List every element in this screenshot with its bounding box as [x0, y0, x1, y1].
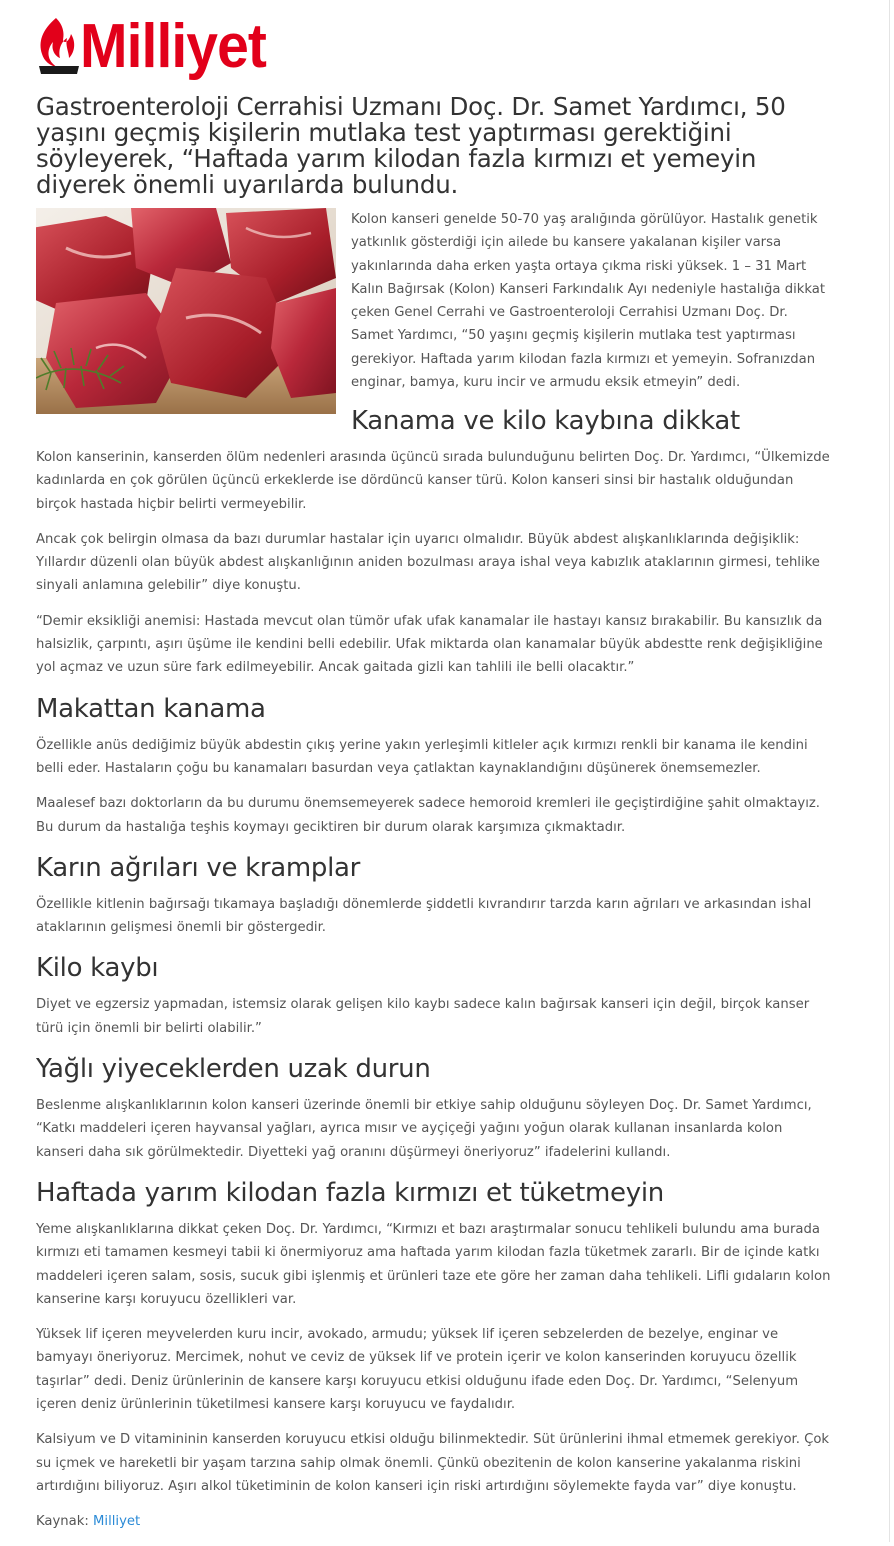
- section-heading: Makattan kanama: [36, 693, 266, 724]
- paragraph: Beslenme alışkanlıklarının kolon kanseri üzerinde önemli bir etkiye sahip olduğunu söyleyen Doç. Dr. Samet Yardımcı, “Katkı maddeleri içeren hayvansal yağları, ayrıca mısır ve ayçiçeği yağını yoğun olarak kullanan insanlarda kolon kanseri daha sık görülmektedir. Diyetteki yağ oranını düşürmeyi öneriyoruz” ifadelerini kullandı.: [36, 1098, 812, 1160]
- section-heading: Karın ağrıları ve kramplar: [36, 852, 361, 883]
- paragraph: Yüksek lif içeren meyvelerden kuru incir, avokado, armudu; yüksek lif içeren sebzelerden de bezelye, enginar ve bamyayı öneriyoruz. Mercimek, nohut ve ceviz de yüksek lif ve protein içerir ve kolon kanserinden koruyucu özellik taşırlar” dedi. Deniz ürünlerinin de kansere karşı koruyucu etkisi olduğunu ifade eden Doç. Dr. Yardımcı, “Selenyum içeren deniz ürünlerinin tüketilmesi kansere karşı koruyucu ve faydalıdır.: [36, 1327, 799, 1413]
- source-label: Kaynak:: [36, 1514, 89, 1530]
- paragraph: Kolon kanserinin, kanserden ölüm nedenleri arasında üçüncü sırada bulunduğunu belirten Doç. Dr. Yardımcı, “Ülkemizde kadınlarda en çok görülen üçüncü erkeklerde ise dördüncü kanser türü. Kolon kanseri sinsi bir hastalık olduğundan birçok hastada hiçbir belirti vermeyebilir.: [36, 450, 830, 512]
- section-heading: Kanama ve kilo kaybına dikkat: [351, 406, 740, 436]
- paragraph: Maalesef bazı doktorların da bu durumu önemsemeyerek sadece hemoroid kremleri ile geçiştirdiğine şahit olmaktayız. Bu durum da hastalığa teşhis koymayı geciktiren bir durum olarak karşımıza çıkmaktadır.: [36, 796, 820, 835]
- flame-icon: [36, 16, 80, 82]
- paragraph: “Demir eksikliği anemisi: Hastada mevcut olan tümör ufak ufak kanamalar ile hastayı kansız bırakabilir. Bu kansızlık da halsizlik, çarpıntı, aşırı üşüme ile kendini belli edebilir. Ufak miktarda olan kanamalar büyük abdestte renk değişikliğine yol açmaz ve uzun süre fark edilmeyebilir. Ancak gaitada gizli kan tahlili ile belli olacaktır.”: [36, 613, 823, 676]
- source-line: [36, 1510, 834, 1533]
- source-link[interactable]: Milliyet: [93, 1514, 141, 1530]
- section-heading: Yağlı yiyeceklerden uzak durun: [36, 1054, 431, 1085]
- article-lead: Gastroenteroloji Cerrahisi Uzmanı Doç. Dr. Samet Yardımcı, 50 yaşını geçmiş kişilerin mutlaka test yaptırması gerektiğini söyleyerek, “Haftada yarım kilodan fazla kırmızı et yemeyin diyerek önemli uyarılarda bulundu.: [36, 92, 786, 199]
- paragraph: Özellikle kitlenin bağırsağı tıkamaya başladığı dönemlerde şiddetli kıvrandırır tarzda karın ağrıları ve arkasından ishal ataklarının gelişmesi önemli bir göstergedir.: [36, 896, 812, 936]
- milliyet-logo[interactable]: [36, 14, 336, 86]
- logo-wordmark: Milliyet: [80, 12, 266, 81]
- article-body: [36, 404, 834, 1546]
- section-heading: Kilo kaybı: [36, 953, 159, 984]
- paragraph: Diyet ve egzersiz yapmadan, istemsiz olarak gelişen kilo kaybı sadece kalın bağırsak kanseri için değil, birçok kanser türü için önemli bir belirti olabilir.”: [36, 997, 810, 1036]
- paragraph: Yeme alışkanlıklarına dikkat çeken Doç. Dr. Yardımcı, “Kırmızı et bazı araştırmalar sonucu tehlikeli bulundu ama burada kırmızı eti tamamen kesmeyi tabii ki önermiyoruz ama haftada yarım kilodan fazla tüketmek zararlı. Bir de içinde katkı maddeleri içeren salam, sosis, sucuk gibi işlenmiş et ürünleri taze ete göre her zaman daha tehlikeli. Lifli gıdaların kolon kanserine karşı koruyucu özellikleri var.: [36, 1221, 831, 1307]
- paragraph: Kalsiyum ve D vitamininin kanserden koruyucu etkisi olduğu bilinmektedir. Süt ürünlerini ihmal etmemek gerekiyor. Çok su içmek ve hareketli bir yaşam tarzına sahip olmak önemli. Çünkü obezitenin de kolon kanserine yakalanma riskini artırdığını biliyoruz. Aşırı alkol tüketiminin de kolon kanseri için riski artırdığını söylemekte fayda var” diye konuştu.: [36, 1432, 830, 1494]
- article-image: [36, 208, 336, 414]
- right-border: [889, 0, 890, 1542]
- paragraph: Ancak çok belirgin olmasa da bazı durumlar hastalar için uyarıcı olmalıdır. Büyük abdest alışkanlıklarında değişiklik: Yıllardır düzenli olan büyük abdest alışkanlığının aniden bozulması araya ishal veya kabızlık ataklarının girmesi, tehlike sinyali anlamına gelebilir” diye konuştu.: [36, 531, 820, 594]
- section-heading: Haftada yarım kilodan fazla kırmızı et tüketmeyin: [36, 1177, 664, 1208]
- paragraph: Özellikle anüs dediğimiz büyük abdestin çıkış yerine yakın yerleşimli kitleler açık kırmızı renkli bir kanama ile kendini belli eder. Hastaların çoğu bu kanamaları basurdan veya çatlaktan kaynaklandığını düşünerek önemsemezler.: [36, 737, 808, 776]
- article-intro: Kolon kanseri genelde 50-70 yaş aralığında görülüyor. Hastalık genetik yatkınlık gösterdiği için ailede bu kansere yakalanan kişiler varsa yakınlarında daha erken yaşta ortaya çıkma riski yüksek. 1 – 31 Mart Kalın Bağırsak (Kolon) Kanseri Farkındalık Ayı nedeniyle hastalığa dikkat çeken Genel Cerrahi ve Gastroenteroloji Cerrahisi Uzmanı Doç. Dr. Samet Yardımcı, “50 yaşını geçmiş kişilerin mutlaka test yaptırması gerekiyor. Haftada yarım kilodan fazla kırmızı et yemeyin. Sofranızdan enginar, bamya, kuru incir ve armudu eksik etmeyin” dedi.: [351, 212, 826, 391]
